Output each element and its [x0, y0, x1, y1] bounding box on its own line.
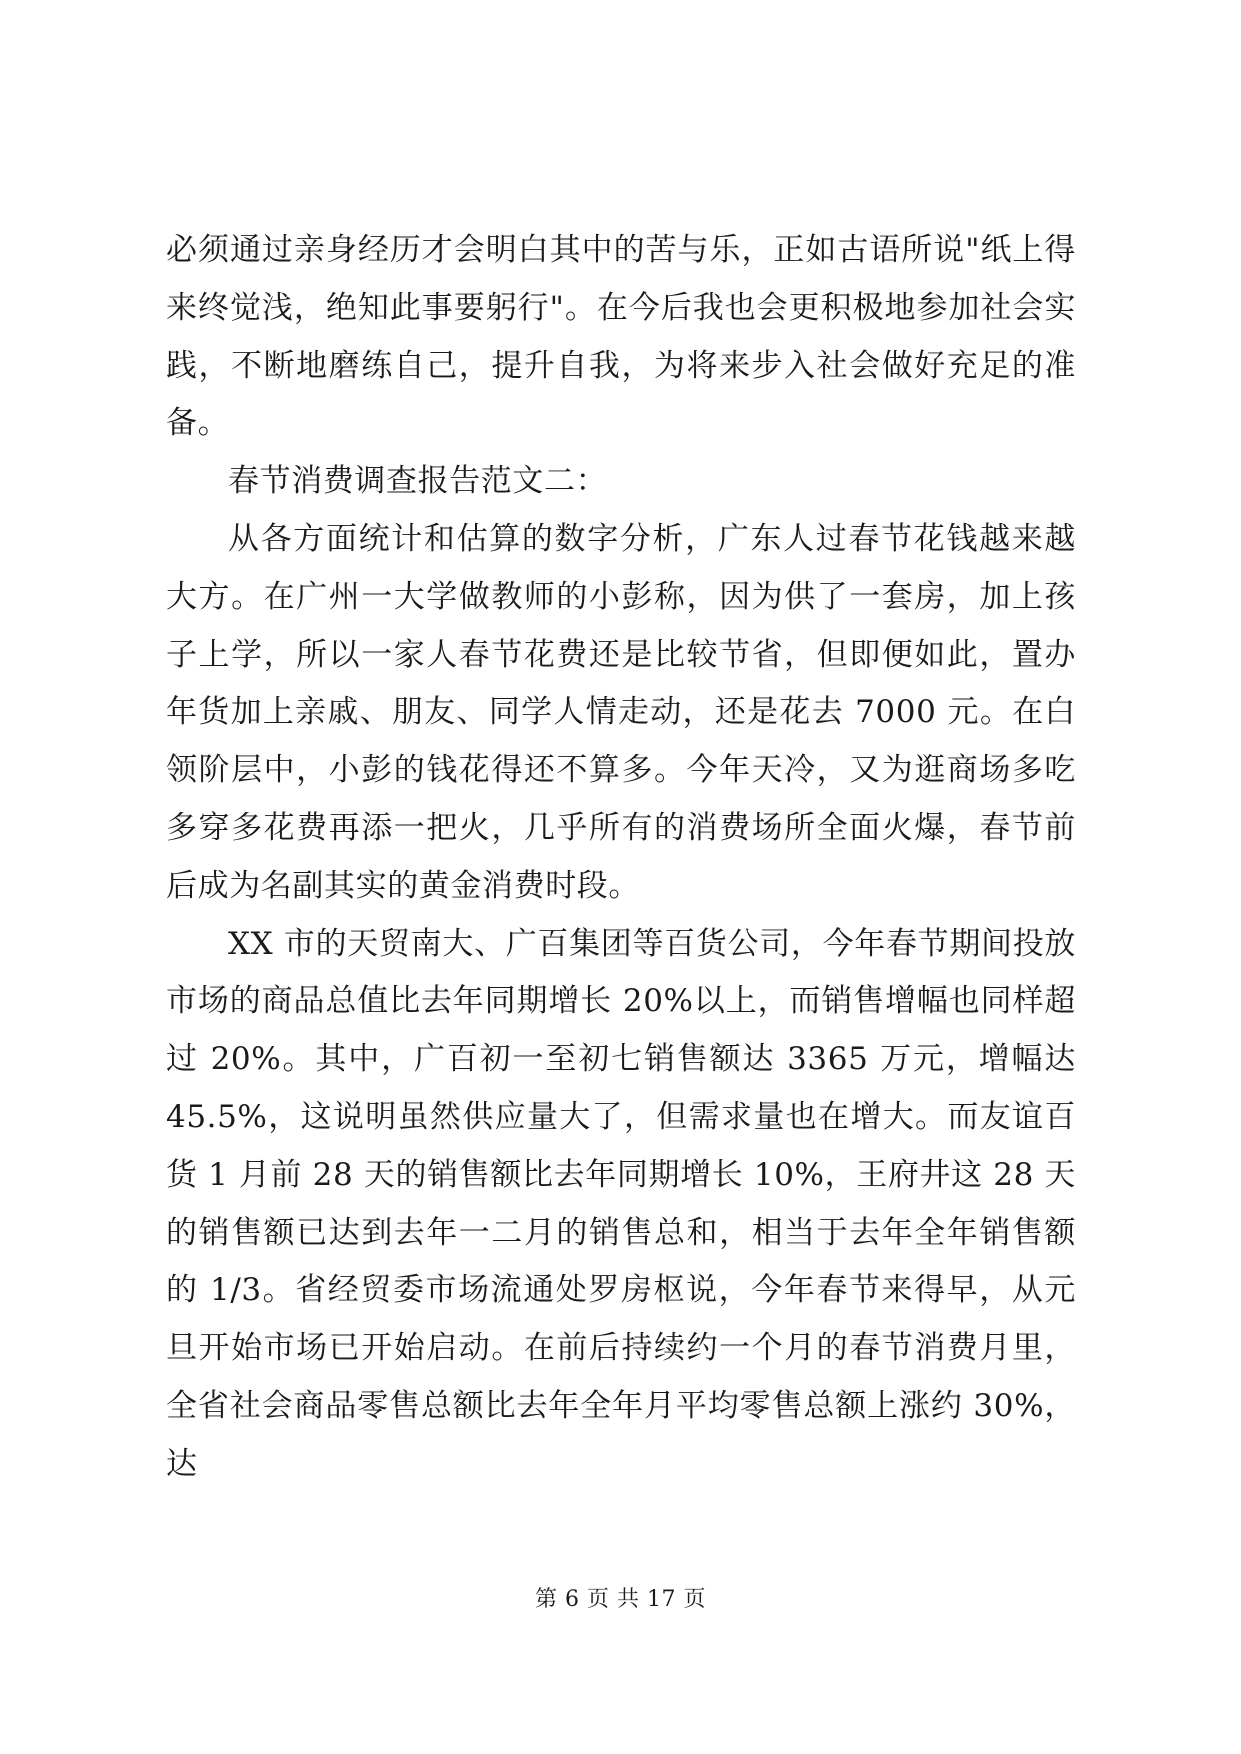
paragraph: 从各方面统计和估算的数字分析，广东人过春节花钱越来越大方。在广州一大学做教师的小彭称，因为供了一套房，加上孩子上学，所以一家人春节花费还是比较节省，但即便如此，置办年货加上亲戚、朋友、同学人情走动，还是花去 7000 元。在白领阶层中，小彭的钱花得还不算多。今年天冷，又为逛商场多吃多穿多花费再添一把火，几乎所有的消费场所全面火爆，春节前后成为名副其实的黄金消费时段。 — [166, 520, 1076, 904]
paragraph: XX 市的天贸南大、广百集团等百货公司，今年春节期间投放市场的商品总值比去年同期增长 20%以上，而销售增幅也同样超过 20%。其中，广百初一至初七销售额达 3365 万元，增幅达 45.5%，这说明虽然供应量大了，但需求量也在增大。而友谊百货 1 月前 28 天的销售额比去年同期增长 10%，王府井这 28 天的销售额已达到去年一二月的销售总和，相当于去年全年销售额的 1/3。省经贸委市场流通处罗房枢说，今年春节来得早，从元旦开始市场已开始启动。在前后持续约一个月的春节消费月里，全省社会商品零售总额比去年全年月平均零售总额上涨约 30%，达 — [166, 925, 1076, 1482]
document-body — [166, 222, 1076, 1494]
paragraph-continuation: 必须通过亲身经历才会明白其中的苦与乐，正如古语所说"纸上得来终觉浅，绝知此事要躬行"。在今后我也会更积极地参加社会实践，不断地磨练自己，提升自我，为将来步入社会做好充足的准备。 — [166, 232, 1076, 442]
page-number-footer: 第 6 页 共 17 页 — [535, 1587, 706, 1612]
section-heading: 春节消费调查报告范文二： — [228, 463, 608, 500]
